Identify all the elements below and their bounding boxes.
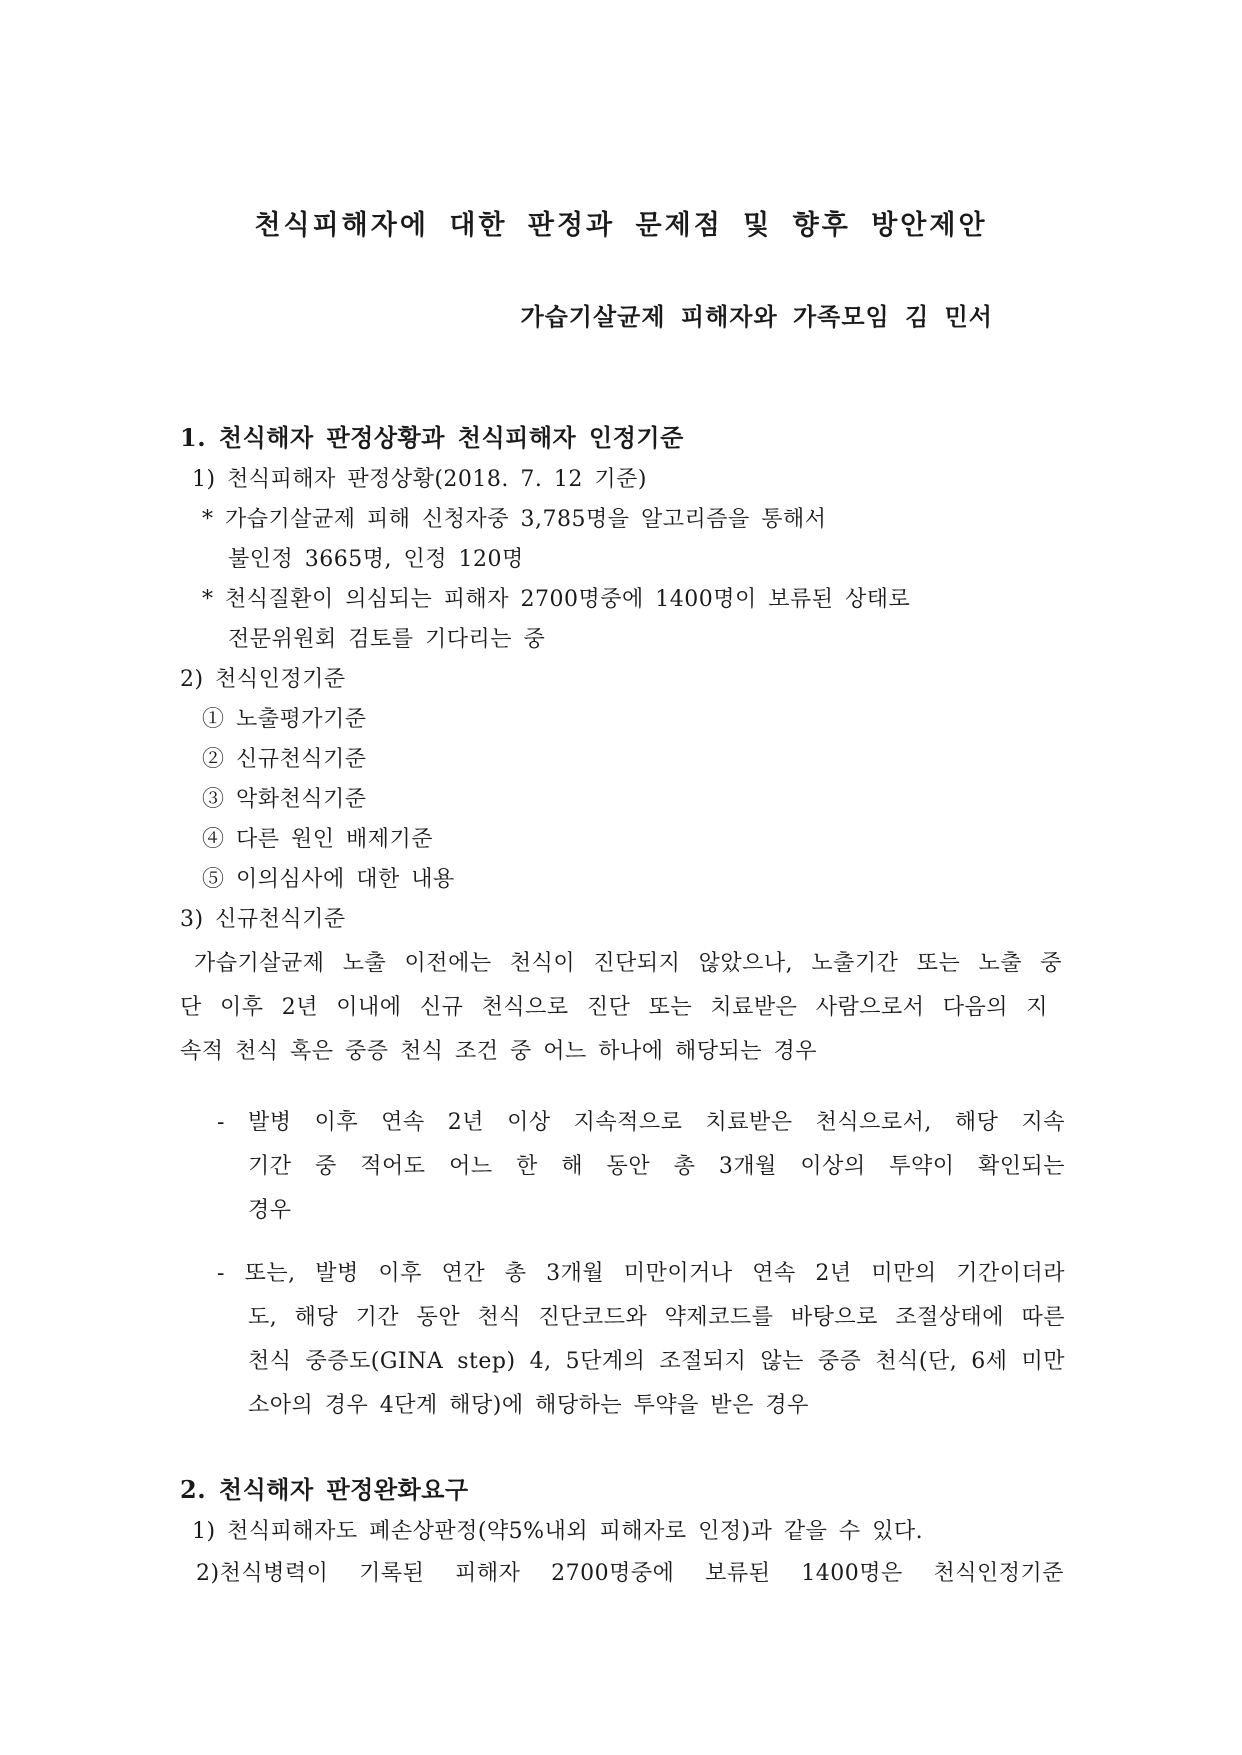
bullet-2-line-2: 전문위원회 검토를 기다리는 중 bbox=[228, 627, 546, 652]
criteria-item: ④ 다른 원인 배제기준 bbox=[202, 827, 433, 852]
document-title: 천식피해자에 대한 판정과 문제점 및 향후 방안제안 bbox=[254, 210, 988, 241]
paragraph-line: 속적 천식 혹은 중증 천식 조건 중 어느 하나에 해당되는 경우 bbox=[180, 1039, 817, 1064]
sub-heading-1: 1) 천식피해자 판정상황(2018. 7. 12 기준) bbox=[192, 467, 647, 492]
dash-item-1-line: 경우 bbox=[248, 1198, 292, 1223]
dash-item-2-line: - 또는, 발병 이후 연간 총 3개월 미만이거나 연속 2년 미만의 기간이더라 bbox=[217, 1261, 1065, 1286]
section2-heading: 2. 천식해자 판정완화요구 bbox=[180, 1475, 469, 1504]
bullet-1-line-2: 불인정 3665명, 인정 120명 bbox=[228, 547, 524, 572]
criteria-item: ③ 악화천식기준 bbox=[202, 787, 367, 812]
paragraph-line: 가습기살균제 노출 이전에는 천식이 진단되지 않았으나, 노출기간 또는 노출 중 bbox=[194, 951, 1062, 976]
dash-item-1-line: - 발병 이후 연속 2년 이상 지속적으로 치료받은 천식으로서, 해당 지속 bbox=[217, 1110, 1065, 1135]
sub-heading-2: 2) 천식인정기준 bbox=[180, 667, 346, 692]
paragraph-line: 단 이후 2년 이내에 신규 천식으로 진단 또는 치료받은 사람으로서 다음의 지 bbox=[180, 995, 1048, 1020]
section2-item-2: 2)천식병력이 기록된 피해자 2700명중에 보류된 1400명은 천식인정기준 bbox=[196, 1561, 1064, 1586]
sub-heading-3: 3) 신규천식기준 bbox=[180, 907, 346, 932]
section2-item-1: 1) 천식피해자도 폐손상판정(약5%내외 피해자로 인정)과 같을 수 있다. bbox=[192, 1519, 924, 1544]
dash-item-2-line: 도, 해당 기간 동안 천식 진단코드와 약제코드를 바탕으로 조절상태에 따른 bbox=[248, 1305, 1065, 1330]
dash-item-2-line: 소아의 경우 4단계 해당)에 해당하는 투약을 받은 경우 bbox=[248, 1393, 809, 1418]
criteria-item: ① 노출평가기준 bbox=[202, 707, 367, 732]
bullet-2-line-1: * 천식질환이 의심되는 피해자 2700명중에 1400명이 보류된 상태로 bbox=[202, 587, 911, 612]
criteria-item: ⑤ 이의심사에 대한 내용 bbox=[202, 867, 455, 892]
dash-item-1-line: 기간 중 적어도 어느 한 해 동안 총 3개월 이상의 투약이 확인되는 bbox=[248, 1154, 1065, 1179]
criteria-item: ② 신규천식기준 bbox=[202, 747, 367, 772]
dash-item-2-line: 천식 중증도(GINA step) 4, 5단계의 조절되지 않는 중증 천식(단, 6세 미만 bbox=[248, 1349, 1065, 1374]
author-line: 가습기살균제 피해자와 가족모임 김 민서 bbox=[520, 302, 993, 331]
bullet-1-line-1: * 가습기살균제 피해 신청자중 3,785명을 알고리즘을 통해서 bbox=[202, 507, 827, 532]
section1-heading: 1. 천식해자 판정상황과 천식피해자 인정기준 bbox=[180, 423, 684, 452]
